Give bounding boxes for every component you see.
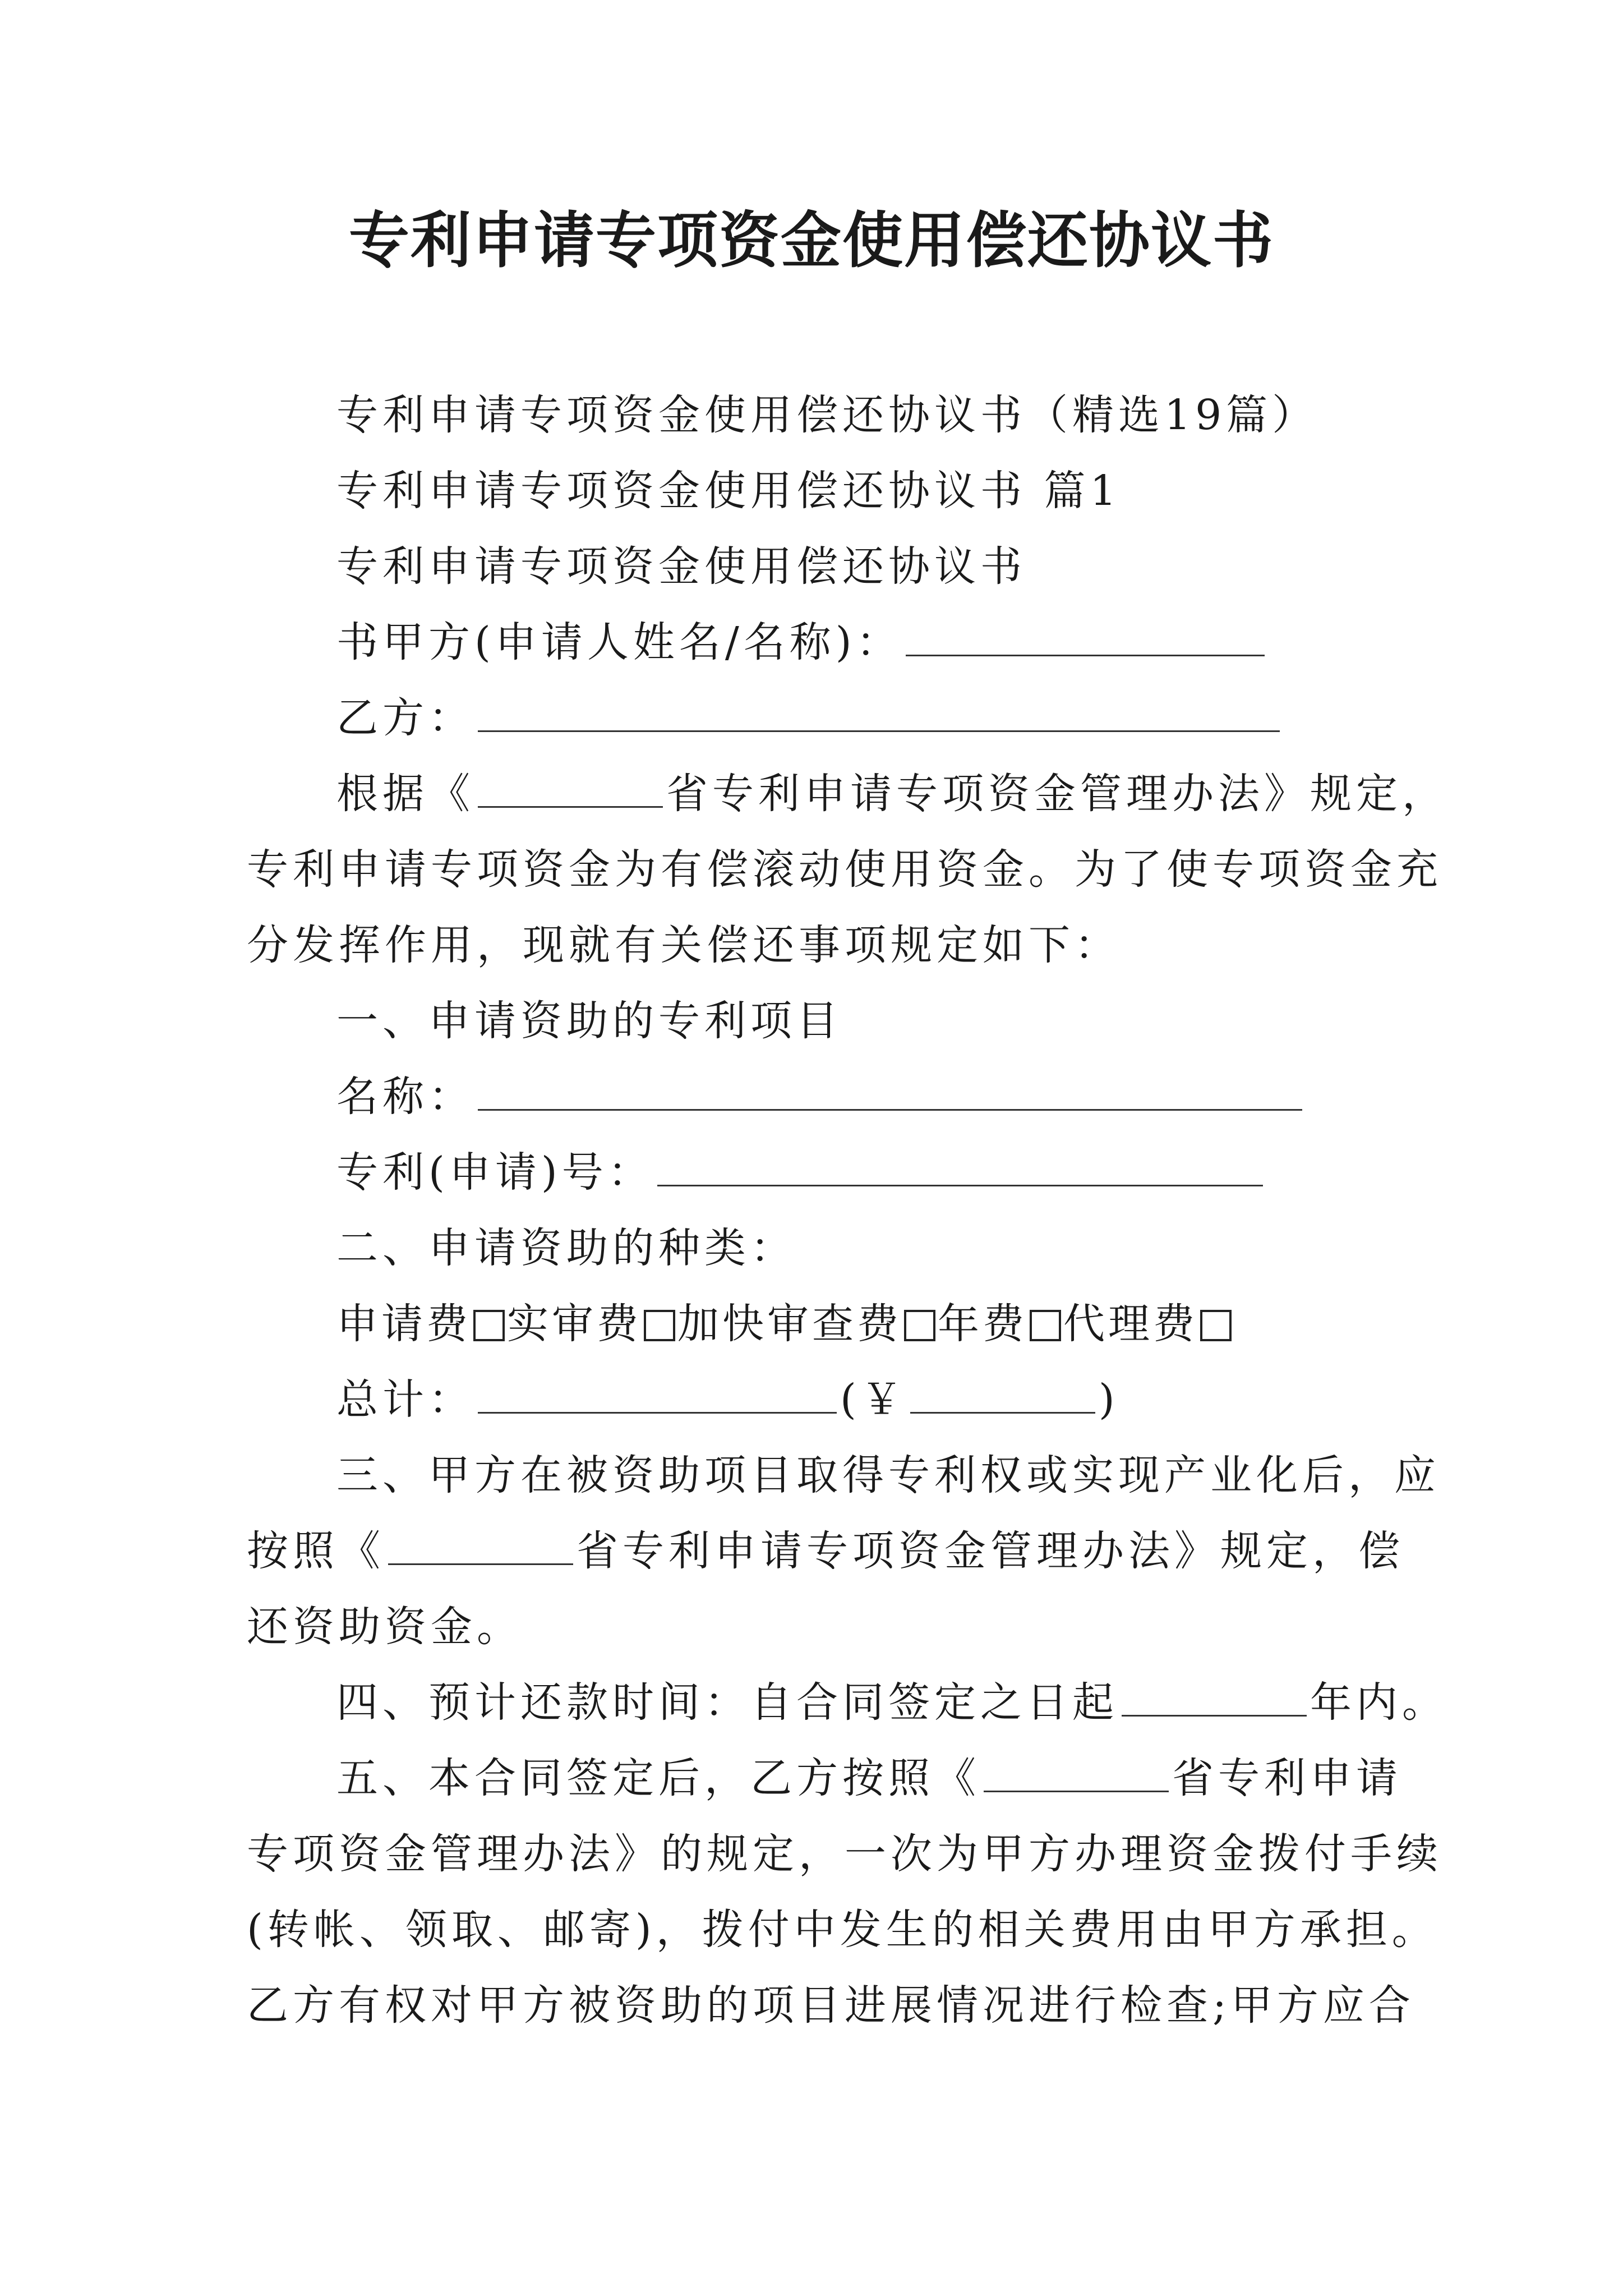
para1-text-a: 根据《 (336, 770, 474, 818)
total-paren-open: (￥ (840, 1375, 907, 1424)
fee-type-agency: 代理费 (1063, 1300, 1198, 1348)
item3-text-b: 省专利申请专项资金管理办法》规定，偿 (577, 1527, 1404, 1575)
para1-line2: 专利申请专项资金为有偿滚动使用资金。为了使专项资金充 (247, 845, 1442, 894)
item4-text-a: 四、预计还款时间：自合同签定之日起 (336, 1678, 1118, 1727)
document-title: 专利申请专项资金使用偿还协议书 (348, 206, 1274, 276)
total-line (336, 1372, 1119, 1428)
item5-line2: 专项资金管理办法》的规定，一次为甲方办理资金拨付手续 (247, 1830, 1442, 1878)
name-blank[interactable] (478, 1070, 1302, 1111)
patent-no-label: 专利(申请)号： (336, 1148, 654, 1197)
province-blank-2[interactable] (388, 1524, 573, 1565)
total-label: 总计： (336, 1375, 474, 1424)
patent-no-line (336, 1144, 1266, 1200)
application-fee-checkbox[interactable] (473, 1310, 505, 1341)
province-blank-3[interactable] (984, 1751, 1169, 1792)
fee-type-annual: 年费 (938, 1300, 1027, 1348)
party-a-line (336, 614, 1268, 670)
subtitle: 专利申请专项资金使用偿还协议书（精选19篇） (336, 391, 1318, 439)
item5-line1 (336, 1750, 1402, 1806)
section-heading: 专利申请专项资金使用偿还协议书 篇1 (336, 467, 1121, 515)
item5-text-b: 省专利申请 (1172, 1754, 1402, 1802)
item5-text-a: 五、本合同签定后，乙方按照《 (336, 1754, 980, 1802)
doc-name: 专利申请专项资金使用偿还协议书 (336, 542, 1026, 591)
item3-line2 (247, 1523, 1404, 1579)
item2-heading: 二、申请资助的种类： (336, 1224, 796, 1272)
expedited-fee-checkbox[interactable] (904, 1310, 935, 1341)
years-blank[interactable] (1122, 1676, 1307, 1717)
name-line (336, 1069, 1306, 1125)
item4-line (336, 1674, 1448, 1731)
para1-line3: 分发挥作用，现就有关偿还事项规定如下： (247, 921, 1121, 969)
patent-no-blank[interactable] (657, 1145, 1263, 1186)
para1-line1 (336, 766, 1448, 822)
name-label: 名称： (336, 1073, 474, 1121)
fee-type-expedited: 加快审查费 (677, 1300, 902, 1348)
fee-type-exam: 实审费 (507, 1300, 642, 1348)
item4-text-b: 年内。 (1310, 1678, 1448, 1727)
party-b-blank[interactable] (478, 691, 1280, 732)
party-b-label: 乙方： (336, 694, 474, 742)
exam-fee-checkbox[interactable] (644, 1310, 675, 1341)
fee-type-application: 申请费 (336, 1300, 471, 1348)
item5-line3: (转帐、领取、邮寄)，拨付中发生的相关费用由甲方承担。 (247, 1906, 1438, 1954)
agency-fee-checkbox[interactable] (1200, 1310, 1232, 1341)
annual-fee-checkbox[interactable] (1030, 1310, 1061, 1341)
total-paren-close: ) (1098, 1375, 1119, 1424)
para1-text-b: 省专利申请专项资金管理办法》规定， (666, 770, 1448, 818)
total-words-blank[interactable] (478, 1373, 837, 1414)
item5-line4: 乙方有权对甲方被资助的项目进展情况进行检查;甲方应合 (247, 1981, 1415, 2030)
total-amount-blank[interactable] (910, 1373, 1095, 1414)
party-a-label: 书甲方(申请人姓名/名称)： (336, 618, 902, 666)
fee-types-line (336, 1296, 1234, 1352)
item3-line3: 还资助资金。 (247, 1603, 523, 1651)
party-b-line (336, 690, 1283, 746)
item3-text-a: 按照《 (247, 1527, 385, 1575)
item1-heading: 一、申请资助的专利项目 (336, 997, 842, 1045)
item3-line1: 三、甲方在被资助项目取得专利权或实现产业化后，应 (336, 1451, 1440, 1499)
party-a-blank[interactable] (906, 615, 1265, 656)
province-blank-1[interactable] (478, 767, 663, 808)
